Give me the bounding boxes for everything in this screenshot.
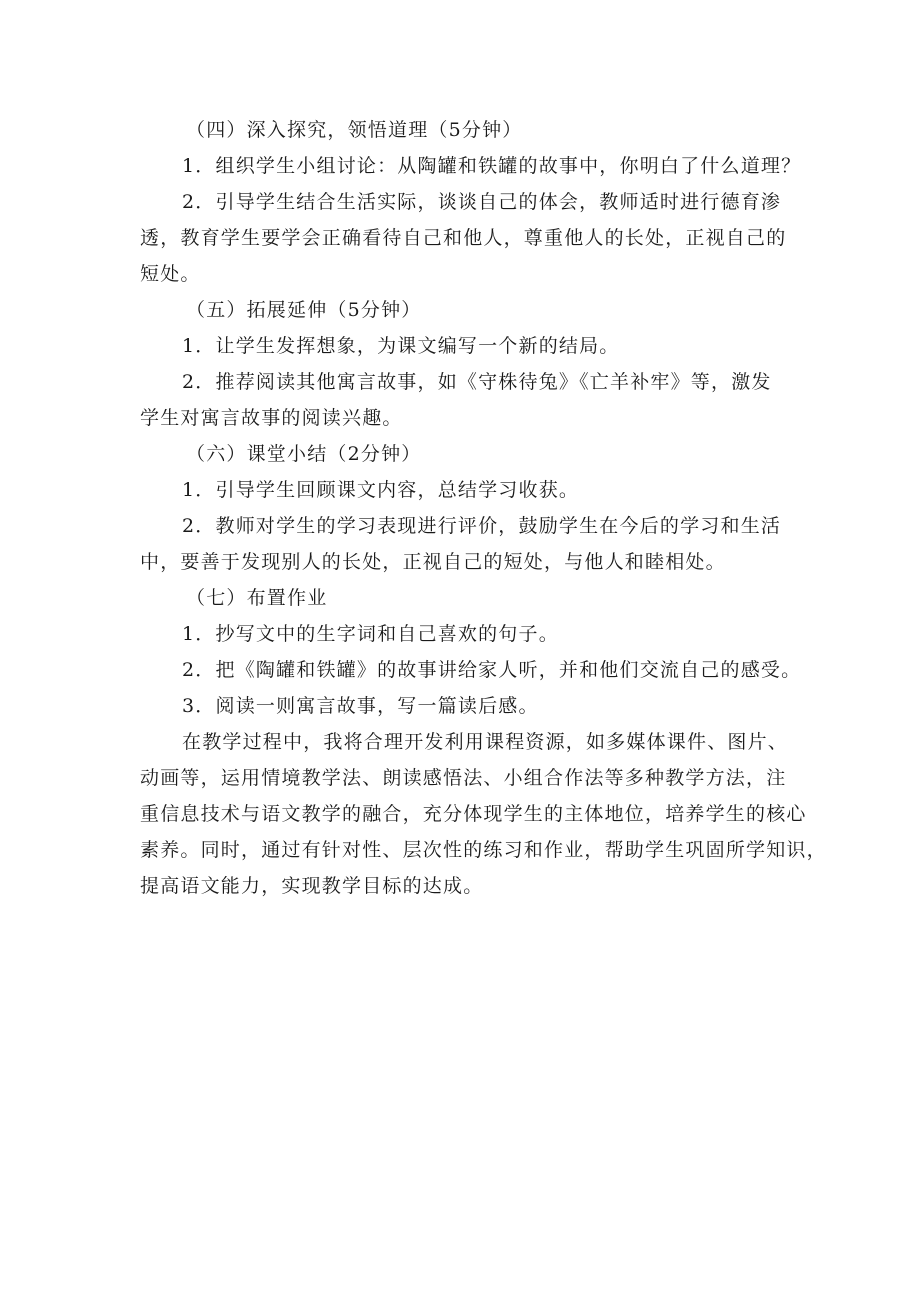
section-6-item-1: 1．引导学生回顾课文内容，总结学习收获。 bbox=[182, 479, 580, 501]
section-5-item-2-line-1: 2．推荐阅读其他寓言故事，如《守株待兔》《亡羊补牢》等，激发 bbox=[182, 371, 772, 393]
section-5-item-1: 1．让学生发挥想象，为课文编写一个新的结局。 bbox=[182, 335, 620, 357]
summary-line-1: 在教学过程中，我将合理开发利用课程资源，如多媒体课件、图片、 bbox=[182, 731, 789, 753]
section-7-item-3: 3．阅读一则寓言故事，写一篇读后感。 bbox=[182, 695, 539, 717]
summary-line-4: 素养。同时，通过有针对性、层次性的练习和作业，帮助学生巩固所学知识， bbox=[140, 839, 827, 861]
document-page bbox=[140, 112, 827, 904]
section-4-item-2-line-1: 2．引导学生结合生活实际，谈谈自己的体会，教师适时进行德育渗 bbox=[182, 191, 782, 213]
summary-line-3: 重信息技术与语文教学的融合，充分体现学生的主体地位，培养学生的核心 bbox=[140, 803, 807, 825]
section-4-heading: （四）深入探究，领悟道理（5分钟） bbox=[186, 119, 523, 141]
section-7-item-1: 1．抄写文中的生字词和自己喜欢的句子。 bbox=[182, 623, 559, 645]
section-6-item-2-line-2: 中，要善于发现别人的长处，正视自己的短处，与他人和睦相处。 bbox=[140, 551, 726, 573]
section-5-item-2-line-2: 学生对寓言故事的阅读兴趣。 bbox=[140, 407, 403, 429]
section-7-heading: （七）布置作业 bbox=[186, 587, 328, 609]
section-4-item-2-line-2: 透，教育学生要学会正确看待自己和他人，尊重他人的长处，正视自己的 bbox=[140, 227, 787, 249]
section-6-item-2-line-1: 2．教师对学生的学习表现进行评价，鼓励学生在今后的学习和生活 bbox=[182, 515, 782, 537]
section-7-item-2: 2．把《陶罐和铁罐》的故事讲给家人听，并和他们交流自己的感受。 bbox=[182, 659, 802, 681]
summary-line-2: 动画等，运用情境教学法、朗读感悟法、小组合作法等多种教学方法，注 bbox=[140, 767, 787, 789]
summary-line-5: 提高语文能力，实现教学目标的达成。 bbox=[140, 875, 484, 897]
section-6-heading: （六）课堂小结（2分钟） bbox=[186, 443, 422, 465]
section-4-item-2-line-3: 短处。 bbox=[140, 263, 201, 285]
section-4-item-1: 1．组织学生小组讨论：从陶罐和铁罐的故事中，你明白了什么道理？ bbox=[182, 155, 802, 177]
section-5-heading: （五）拓展延伸（5分钟） bbox=[186, 299, 422, 321]
